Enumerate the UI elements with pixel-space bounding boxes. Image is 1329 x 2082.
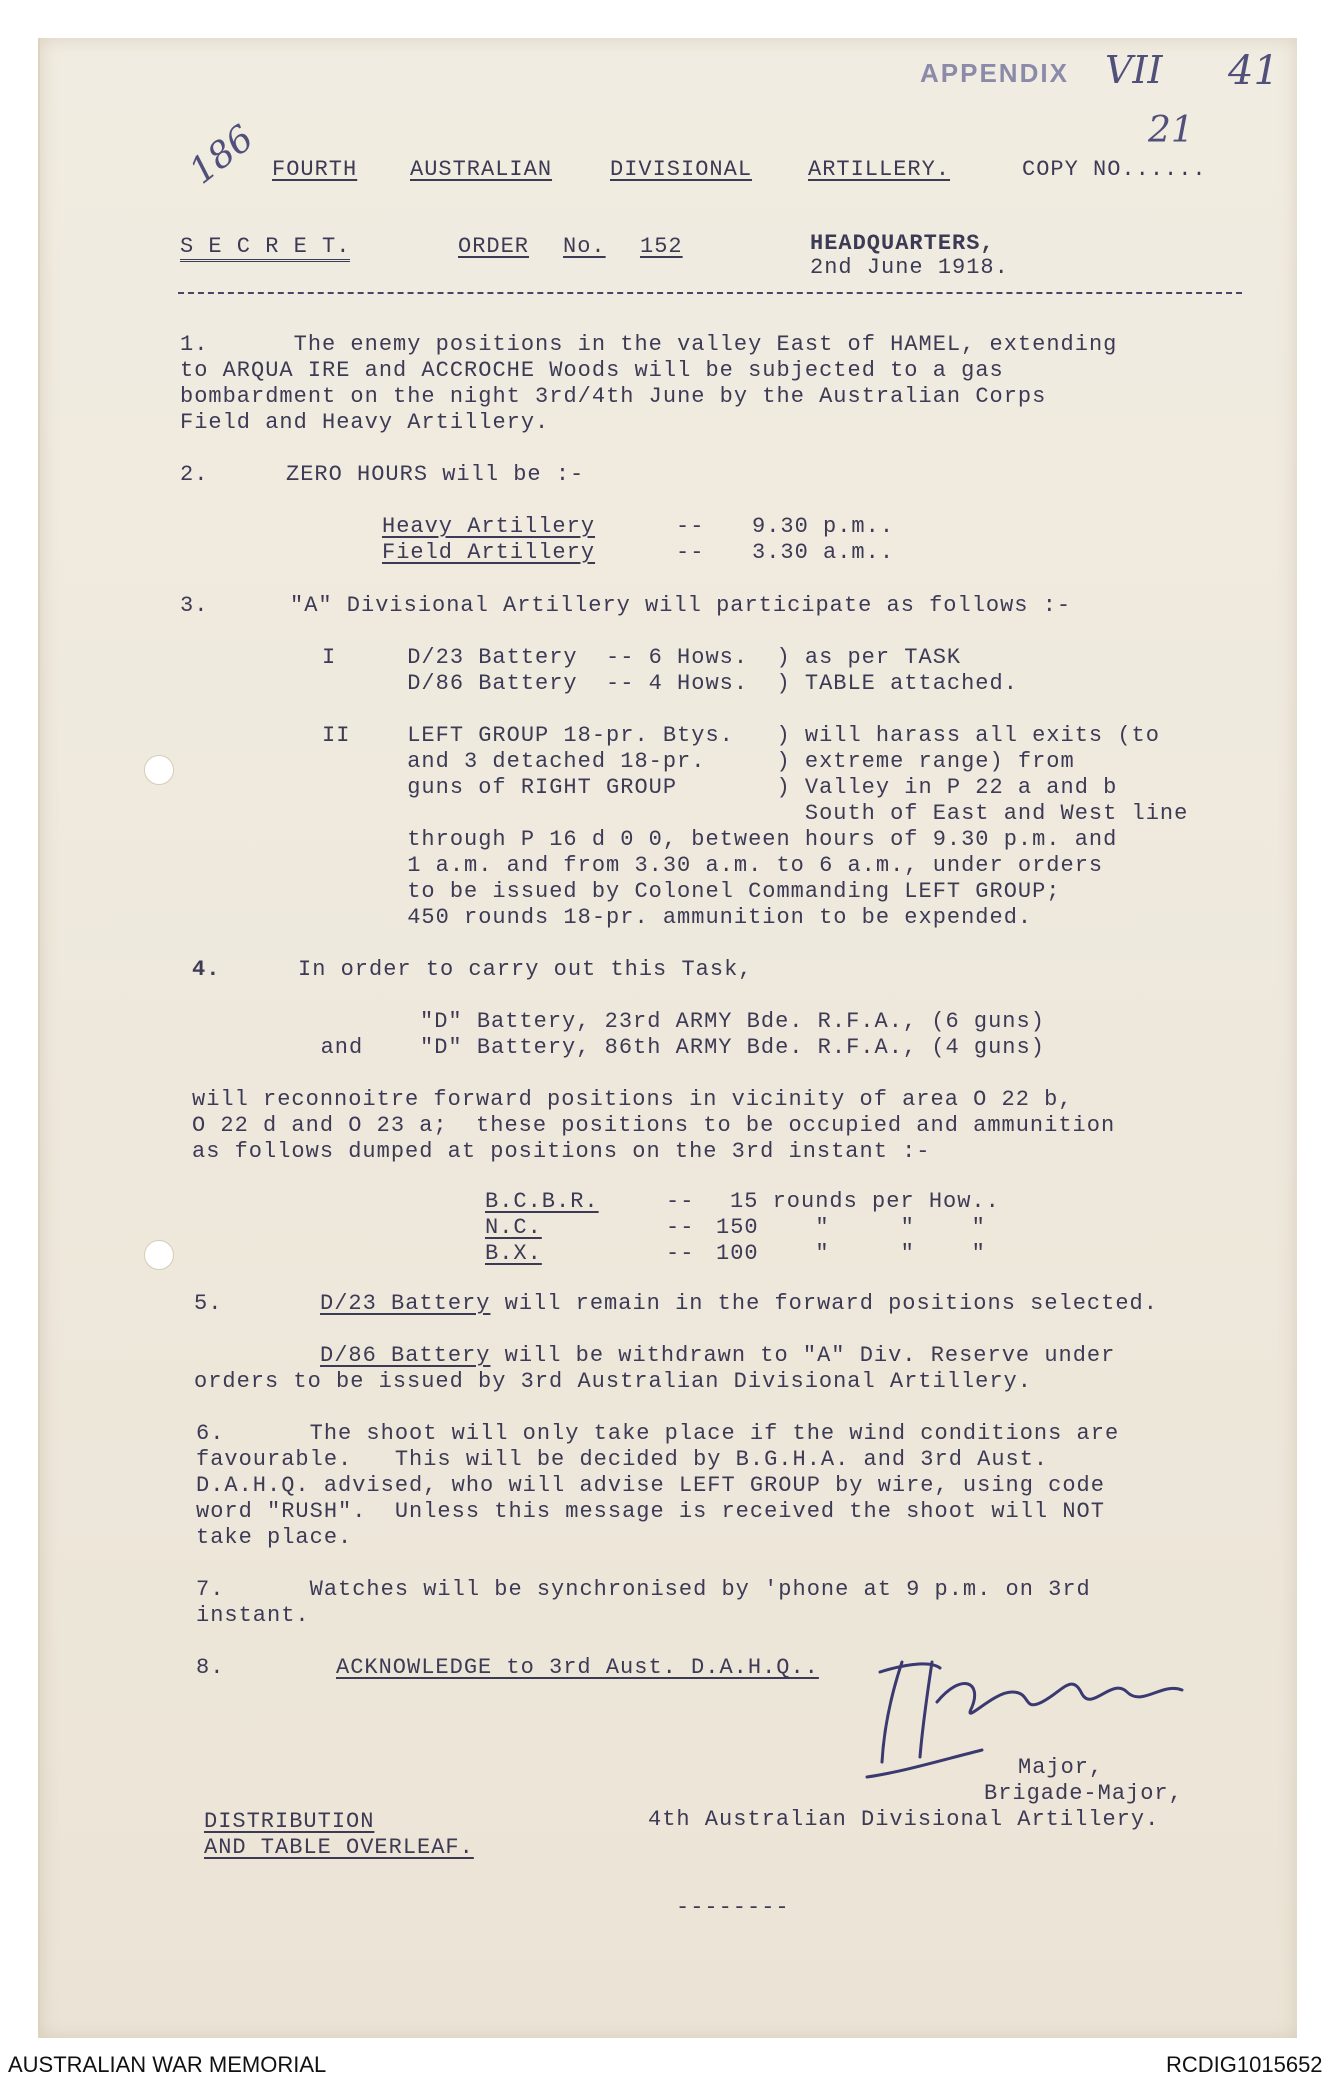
task-II-line: South of East and West line [322, 801, 1189, 826]
header-rule [178, 292, 1242, 294]
zero-hour-label: Field Artillery [382, 540, 596, 565]
para-6-line: 6. The shoot will only take place if the wind conditions are [196, 1421, 1120, 1446]
task-II-line: guns of RIGHT GROUP ) Valley in P 22 a and b [322, 775, 1118, 800]
task-II-line: 450 rounds 18-pr. ammunition to be expended. [322, 905, 1033, 930]
unit-word-2: AUSTRALIAN [410, 157, 553, 182]
order-label: ORDER [458, 234, 530, 259]
headquarters: HEADQUARTERS, [810, 231, 995, 256]
task-II-line: through P 16 d 0 0, between hours of 9.30 p.m. and [322, 827, 1118, 852]
zero-hour-sep: -- [676, 514, 705, 539]
para-5-text-c: orders to be issued by 3rd Australian Divisional Artillery. [194, 1369, 1032, 1394]
para-4-line: as follows dumped at positions on the 3rd instant :- [192, 1139, 931, 1164]
zero-hour-sep: -- [676, 540, 705, 565]
unit-word-4: ARTILLERY. [808, 157, 951, 182]
para-5-text-b: will be withdrawn to "A" Div. Reserve under [490, 1343, 1116, 1368]
signature-unit: 4th Australian Divisional Artillery. [648, 1807, 1160, 1832]
para-1-line: bombardment on the night 3rd/4th June by the Australian Corps [180, 384, 1047, 409]
battery-d23: D/23 Battery [320, 1291, 491, 1316]
para-4-line: will reconnoitre forward positions in vicinity of area O 22 b, [192, 1087, 1073, 1112]
unit-word-3: DIVISIONAL [610, 157, 753, 182]
ammo-sep: -- [666, 1241, 695, 1266]
para-1-line: 1. The enemy positions in the valley East of HAMEL, extending [180, 332, 1118, 357]
ammo-qty: 100 " " " [716, 1241, 986, 1266]
para-1-line: to ARQUA IRE and ACCROCHE Woods will be subjected to a gas [180, 358, 1004, 383]
footer-archive-name: AUSTRALIAN WAR MEMORIAL [8, 2052, 327, 2077]
task-I-line: I D/23 Battery -- 6 Hows. ) as per TASK [322, 645, 962, 670]
distribution-line: AND TABLE OVERLEAF. [204, 1835, 474, 1860]
ammo-type: B.C.B.R. [485, 1189, 599, 1214]
ammo-sep: -- [666, 1189, 695, 1214]
para-3-number: 3. [180, 593, 209, 618]
para-3-text: "A" Divisional Artillery will participate as follows :- [290, 593, 1072, 618]
para-5-number: 5. [194, 1291, 223, 1316]
appendix-stamp: APPENDIX [920, 58, 1069, 88]
para-6-line: take place. [196, 1525, 353, 1550]
para-4-number: 4. [192, 957, 221, 982]
para-6-line: D.A.H.Q. advised, who will advise LEFT GROUP by wire, using code [196, 1473, 1105, 1498]
para-5-text-a: will remain in the forward positions selected. [490, 1291, 1158, 1316]
copy-number-handwritten: 21 [1148, 110, 1194, 151]
copy-no: COPY NO...... [1022, 157, 1207, 182]
battery-line: "D" Battery, 23rd ARMY Bde. R.F.A., (6 guns) [278, 1009, 1045, 1034]
task-I-line: D/86 Battery -- 4 Hows. ) TABLE attached. [322, 671, 1018, 696]
para-8-number: 8. [196, 1655, 225, 1680]
para-6-line: favourable. This will be decided by B.G.H.A. and 3rd Aust. [196, 1447, 1049, 1472]
para-1-line: Field and Heavy Artillery. [180, 410, 550, 435]
zero-hour-time: 3.30 a.m.. [752, 540, 895, 565]
zero-hour-time: 9.30 p.m.. [752, 514, 895, 539]
ammo-type: B.X. [485, 1241, 542, 1266]
battery-line: and "D" Battery, 86th ARMY Bde. R.F.A., (4 guns) [278, 1035, 1045, 1060]
secret-marking: S E C R E T. [180, 235, 350, 262]
para-2-text: ZERO HOURS will be :- [286, 462, 585, 487]
para-4-line: O 22 d and O 23 a; these positions to be occupied and ammunition [192, 1113, 1116, 1138]
folio-number: 186 [182, 117, 262, 193]
distribution-line: DISTRIBUTION [204, 1809, 375, 1834]
task-II-line: 1 a.m. and from 3.30 a.m. to 6 a.m., under orders [322, 853, 1104, 878]
task-II-line: to be issued by Colonel Commanding LEFT GROUP; [322, 879, 1061, 904]
ammo-type: N.C. [485, 1215, 542, 1240]
battery-d86: D/86 Battery [320, 1343, 491, 1368]
para-2-number: 2. [180, 462, 209, 487]
ammo-qty: 15 rounds per How.. [730, 1189, 1000, 1214]
para-7-line: instant. [196, 1603, 310, 1628]
para-4-text: In order to carry out this Task, [298, 957, 753, 982]
order-date: 2nd June 1918. [810, 255, 1009, 280]
zero-hour-label: Heavy Artillery [382, 514, 596, 539]
order-no-label: No. [563, 234, 606, 259]
end-rule: -------- [676, 1895, 790, 1920]
para-7-line: 7. Watches will be synchronised by 'phone at 9 p.m. on 3rd [196, 1577, 1091, 1602]
signature-title: Brigade-Major, [984, 1781, 1183, 1806]
signature-rank: Major, [1018, 1755, 1104, 1780]
task-II-line: and 3 detached 18-pr. ) extreme range) from [322, 749, 1075, 774]
order-number: 152 [640, 234, 683, 259]
appendix-number: VII [1105, 48, 1163, 92]
task-II-line: II LEFT GROUP 18-pr. Btys. ) will harass all exits (to [322, 723, 1160, 748]
page-number: 41 [1228, 48, 1279, 94]
para-8-text: ACKNOWLEDGE to 3rd Aust. D.A.H.Q.. [336, 1655, 819, 1680]
ammo-sep: -- [666, 1215, 695, 1240]
unit-word-1: FOURTH [272, 157, 358, 182]
footer-record-id: RCDIG1015652 [1166, 2052, 1323, 2077]
ammo-qty: 150 " " " [716, 1215, 986, 1240]
para-6-line: word "RUSH". Unless this message is received the shoot will NOT [196, 1499, 1105, 1524]
punch-hole [144, 1240, 174, 1270]
punch-hole [144, 755, 174, 785]
